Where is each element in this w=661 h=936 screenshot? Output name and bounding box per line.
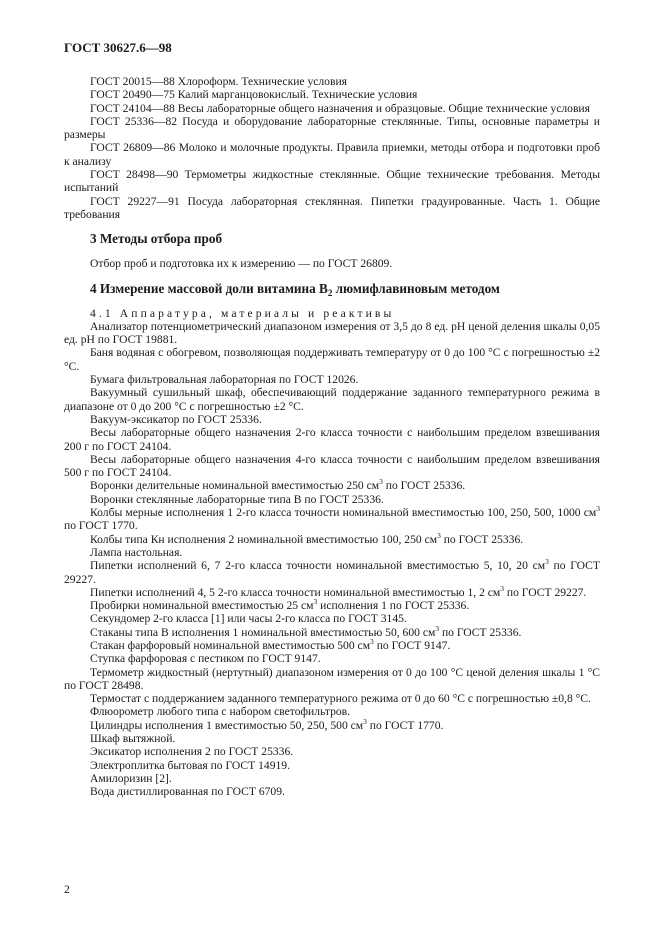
equipment-item: Вакуум-эксикатор по ГОСТ 25336. <box>90 412 262 426</box>
equipment-item: Весы лабораторные общего назначения 2-го класса точности с наибольшим пределом взвешивания 200 г по ГОСТ 24104. <box>64 426 600 453</box>
section-4-title-tail: люмифлавиновым методом <box>332 280 500 296</box>
equipment-item <box>64 583 600 599</box>
equipment-item: Лампа настольная. <box>90 545 183 559</box>
item-text: по ГОСТ 29227. <box>64 559 600 586</box>
superscript: 3 <box>545 557 549 567</box>
equipment-item: Вакуумный сушильный шкаф, обеспечивающий поддержание заданного температурного режима в диапазоне от 0 до 200 °C с погрешностью ±2 °C. <box>64 386 600 413</box>
standard-ref: ГОСТ 20015—88 Хлороформ. Технические условия <box>90 75 347 88</box>
subsection-4-1-heading: 4.1 Аппаратура, материалы и реактивы <box>90 306 395 320</box>
equipment-item <box>64 623 600 639</box>
superscript: 3 <box>313 597 318 607</box>
item-text: Пробирки номинальной вместимостью 25 см <box>90 599 314 613</box>
item-text: по ГОСТ 1770. <box>64 519 138 533</box>
item-text: по ГОСТ 29227. <box>504 585 587 599</box>
equipment-item: Шкаф вытяжной. <box>90 732 176 746</box>
equipment-item: Вода дистиллированная по ГОСТ 6709. <box>90 785 285 799</box>
superscript: 3 <box>437 530 441 540</box>
item-text: Колбы мерные исполнения 1 2-го класса точности номинальной вместимостью 100, 250, 500, 1000 см <box>90 506 597 520</box>
section-4-heading <box>64 281 600 297</box>
superscript: 3 <box>370 636 374 646</box>
equipment-item <box>64 636 600 652</box>
equipment-item <box>64 530 600 546</box>
equipment-item: Электроплитка бытовая по ГОСТ 14919. <box>90 758 290 772</box>
item-text: по ГОСТ 25336. <box>382 479 466 493</box>
item-text: Цилиндры исполнения 1 вместимостью 50, 250, 500 см <box>90 718 364 732</box>
section-3-text: Отбор проб и подготовка их к измерению — по ГОСТ 26809. <box>90 257 393 271</box>
equipment-item <box>64 506 600 533</box>
standards-list <box>64 75 600 221</box>
equipment-item: Ступка фарфоровая с пестиком по ГОСТ 9147. <box>90 652 321 666</box>
equipment-item <box>64 599 600 612</box>
equipment-item: Анализатор потенциометрический диапазоном измерения от 3,5 до 8 ед. pH ценой деления шкалы 0,05 ед. pH по ГОСТ 19881. <box>64 319 600 347</box>
superscript: 3 <box>379 477 383 487</box>
equipment-item: Баня водяная с обогревом, позволяющая поддерживать температуру от 0 до 100 °C с погрешностью ±2 °C. <box>64 346 600 373</box>
section-3-heading: 3 Методы отбора проб <box>90 231 223 247</box>
item-text: Воронки делительные номинальной вместимостью 250 см <box>90 479 380 493</box>
equipment-item <box>64 716 600 732</box>
item-text: Стакан фарфоровый номинальной вместимостью 500 см <box>90 638 371 652</box>
equipment-item: Термометр жидкостный (нертутный) диапазоном измерения от 0 до 100 °C ценой деления шкалы 1 °C по ГОСТ 28498. <box>64 665 600 692</box>
section-4-title-subscript: 2 <box>327 287 333 298</box>
item-text: по ГОСТ 25336. <box>440 532 524 546</box>
item-text: Пипетки исполнений 4, 5 2-го класса точности номинальной вместимостью 1, 2 см <box>90 585 501 599</box>
superscript: 3 <box>363 716 367 726</box>
superscript: 3 <box>435 623 440 633</box>
item-text: по ГОСТ 9147. <box>373 638 451 652</box>
equipment-item: Бумага фильтровальная лабораторная по ГОСТ 12026. <box>90 373 359 387</box>
item-text: исполнения 1 по ГОСТ 25336. <box>317 599 470 613</box>
document-page <box>64 40 600 799</box>
superscript: 3 <box>596 504 600 514</box>
standard-ref: ГОСТ 20490—75 Калий марганцовокислый. Технические условия <box>90 88 418 102</box>
standard-ref: ГОСТ 26809—86 Молоко и молочные продукты. Правила приемки, методы отбора и подготовки проб к анализу <box>64 141 600 168</box>
item-text: Стаканы типа В исполнения 1 номинальной вместимостью 50, 600 см <box>90 625 436 639</box>
equipment-item: Амилоризин [2]. <box>90 771 172 785</box>
item-text: по ГОСТ 1770. <box>366 718 444 732</box>
equipment-item <box>64 559 600 586</box>
standard-ref: ГОСТ 29227—91 Посуда лабораторная стеклянная. Пипетки градуированные. Часть 1. Общие требования <box>64 194 600 221</box>
standard-ref: ГОСТ 25336—82 Посуда и оборудование лабораторные стеклянные. Типы, основные параметры и размеры <box>64 114 600 142</box>
page-number: 2 <box>64 883 70 896</box>
standard-ref: ГОСТ 28498—90 Термометры жидкостные стеклянные. Общие технические требования. Методы испытаний <box>64 168 600 195</box>
standard-ref: ГОСТ 24104—88 Весы лабораторные общего назначения и образцовые. Общие технические условия <box>90 101 590 115</box>
item-text: Пипетки исполнений 6, 7 2-го класса точности номинальной вместимостью 5, 10, 20 см <box>90 559 546 573</box>
item-text: Колбы типа Кн исполнения 2 номинальной вместимостью 100, 250 см <box>90 532 438 546</box>
equipment-item: Воронки стеклянные лабораторные типа В по ГОСТ 25336. <box>90 492 384 506</box>
section-4-title: 4 Измерение массовой доли витамина B <box>90 280 328 296</box>
equipment-item <box>64 479 600 492</box>
equipment-item: Эксикатор исполнения 2 по ГОСТ 25336. <box>90 745 294 759</box>
item-text: по ГОСТ 25336. <box>439 625 522 639</box>
page-header-code: ГОСТ 30627.6—98 <box>64 40 172 55</box>
equipment-item: Секундомер 2-го класса [1] или часы 2-го класса по ГОСТ 3145. <box>90 612 407 626</box>
equipment-item: Весы лабораторные общего назначения 4-го класса точности с наибольшим пределом взвешивания 500 г по ГОСТ 24104. <box>64 452 600 480</box>
equipment-item: Термостат с поддержанием заданного температурного режима от 0 до 60 °C с погрешностью ±0,8 °C. <box>90 692 591 706</box>
equipment-item: Флюорометр любого типа с набором светофильтров. <box>90 705 351 719</box>
superscript: 3 <box>500 583 504 593</box>
